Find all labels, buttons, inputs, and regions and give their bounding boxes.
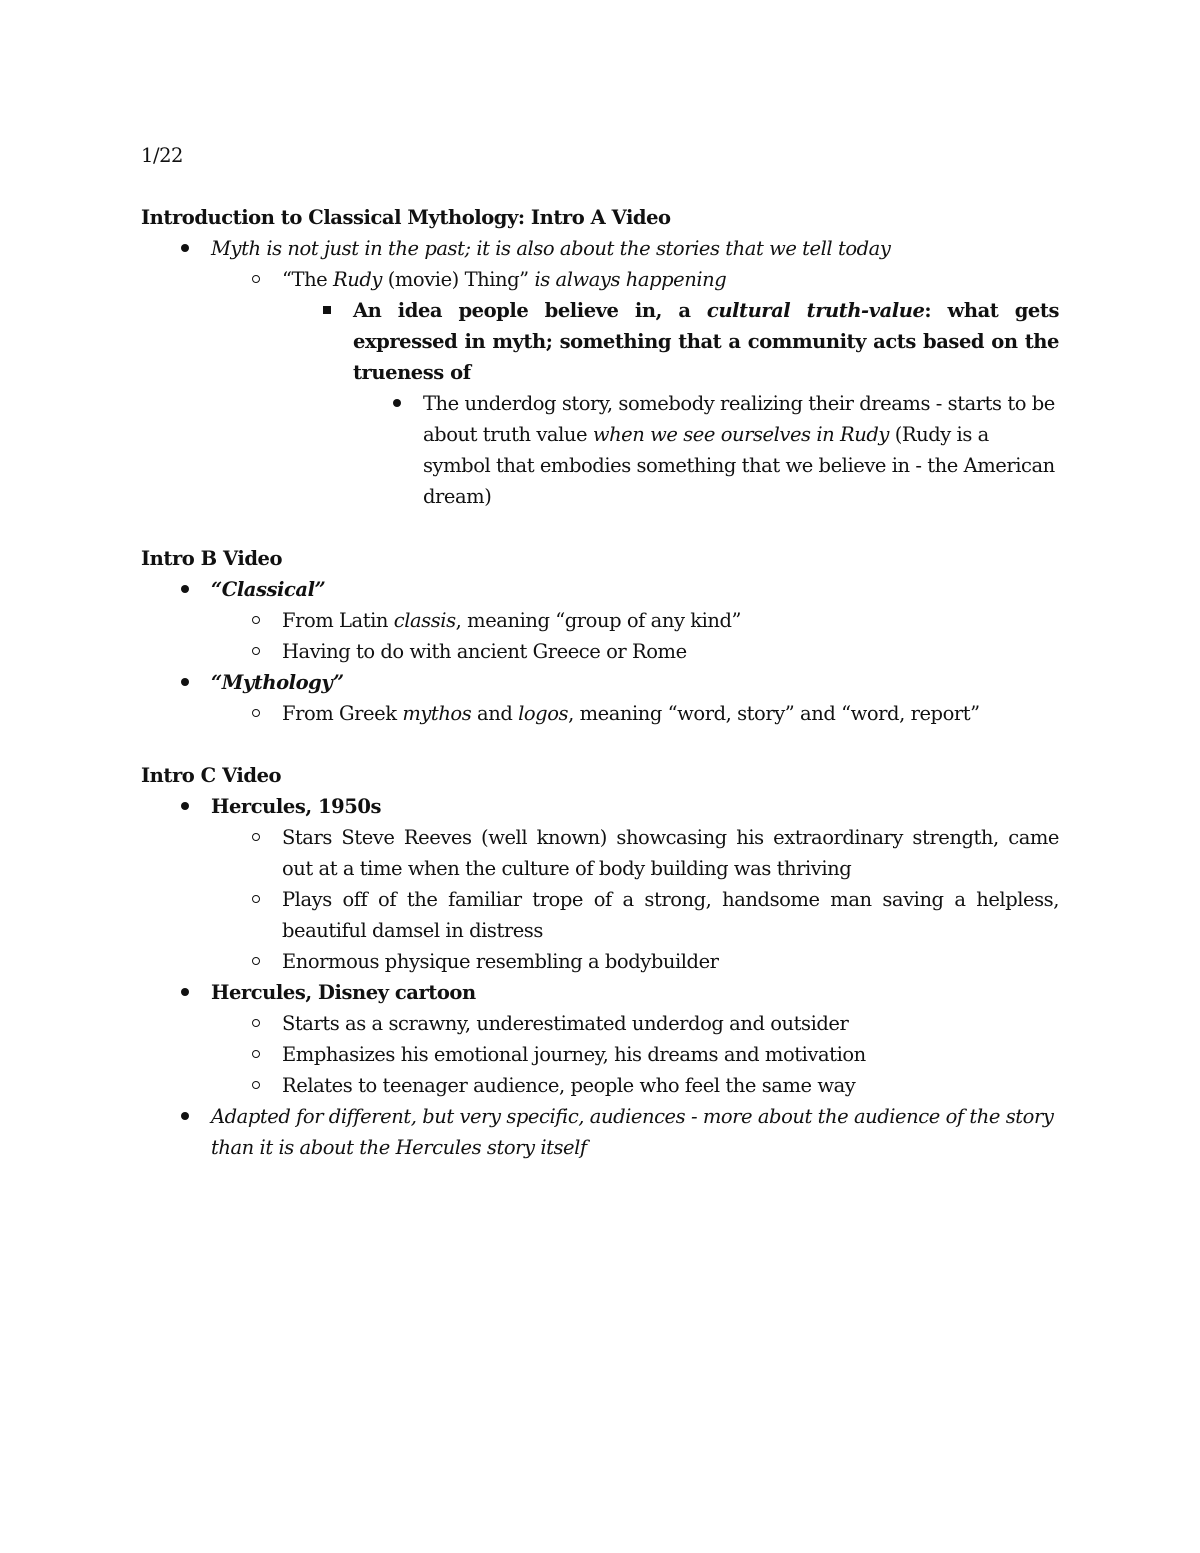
bullet-circle-icon — [246, 1008, 266, 1039]
list-item: Myth is not just in the past; it is also about the stories that we tell today — [141, 233, 1059, 264]
list-item: An idea people believe in, a cultural truth-value: what gets expressed in myth; something that a community acts based on the trueness of — [141, 295, 1059, 388]
bullet-list — [141, 791, 1059, 1163]
list-item: Enormous physique resembling a bodybuilder — [141, 946, 1059, 977]
list-item: Stars Steve Reeves (well known) showcasing his extraordinary strength, came out at a time when the culture of body building was thriving — [141, 822, 1059, 884]
bullet-dot-icon — [175, 977, 195, 1008]
bullet-dot-icon — [175, 791, 195, 822]
list-item: “Mythology” — [141, 667, 1059, 698]
section-intro-b — [141, 543, 1059, 729]
bullet-list — [141, 574, 1059, 729]
list-item: From Greek mythos and logos, meaning “word, story” and “word, report” — [141, 698, 1059, 729]
section-heading: Intro C Video — [141, 764, 282, 787]
list-item: Having to do with ancient Greece or Rome — [141, 636, 1059, 667]
section-intro-a — [141, 202, 1059, 512]
bullet-circle-icon — [246, 698, 266, 729]
bullet-dot-icon — [387, 388, 407, 419]
section-heading: Introduction to Classical Mythology: Intro A Video — [141, 206, 671, 229]
list-item: Hercules, Disney cartoon — [141, 977, 1059, 1008]
list-item: Starts as a scrawny, underestimated underdog and outsider — [141, 1008, 1059, 1039]
list-item: “Classical” — [141, 574, 1059, 605]
bullet-square-icon — [317, 295, 337, 326]
bullet-dot-icon — [175, 233, 195, 264]
bullet-dot-icon — [175, 667, 195, 698]
list-item: Relates to teenager audience, people who feel the same way — [141, 1070, 1059, 1101]
list-item: Adapted for different, but very specific, audiences - more about the audience of the story than it is about the Hercules story itself — [141, 1101, 1059, 1163]
date-label: 1/22 — [141, 144, 183, 167]
bullet-circle-icon — [246, 605, 266, 636]
bullet-dot-icon — [175, 574, 195, 605]
list-item: “The Rudy (movie) Thing” is always happening — [141, 264, 1059, 295]
list-item: Plays off of the familiar trope of a strong, handsome man saving a helpless, beautiful damsel in distress — [141, 884, 1059, 946]
section-intro-c — [141, 760, 1059, 1163]
bullet-circle-icon — [246, 884, 266, 915]
list-item: Hercules, 1950s — [141, 791, 1059, 822]
document-page — [141, 140, 1059, 1194]
list-item: The underdog story, somebody realizing their dreams - starts to be about truth value when we see ourselves in Rudy (Rudy is a symbol that embodies something that we believe in - the American dream) — [141, 388, 1059, 512]
bullet-list — [141, 233, 1059, 512]
bullet-circle-icon — [246, 264, 266, 295]
list-item: Emphasizes his emotional journey, his dreams and motivation — [141, 1039, 1059, 1070]
bullet-dot-icon — [175, 1101, 195, 1132]
list-item: From Latin classis, meaning “group of any kind” — [141, 605, 1059, 636]
bullet-circle-icon — [246, 1070, 266, 1101]
bullet-circle-icon — [246, 636, 266, 667]
bullet-circle-icon — [246, 946, 266, 977]
bullet-circle-icon — [246, 822, 266, 853]
bullet-circle-icon — [246, 1039, 266, 1070]
section-heading: Intro B Video — [141, 547, 283, 570]
